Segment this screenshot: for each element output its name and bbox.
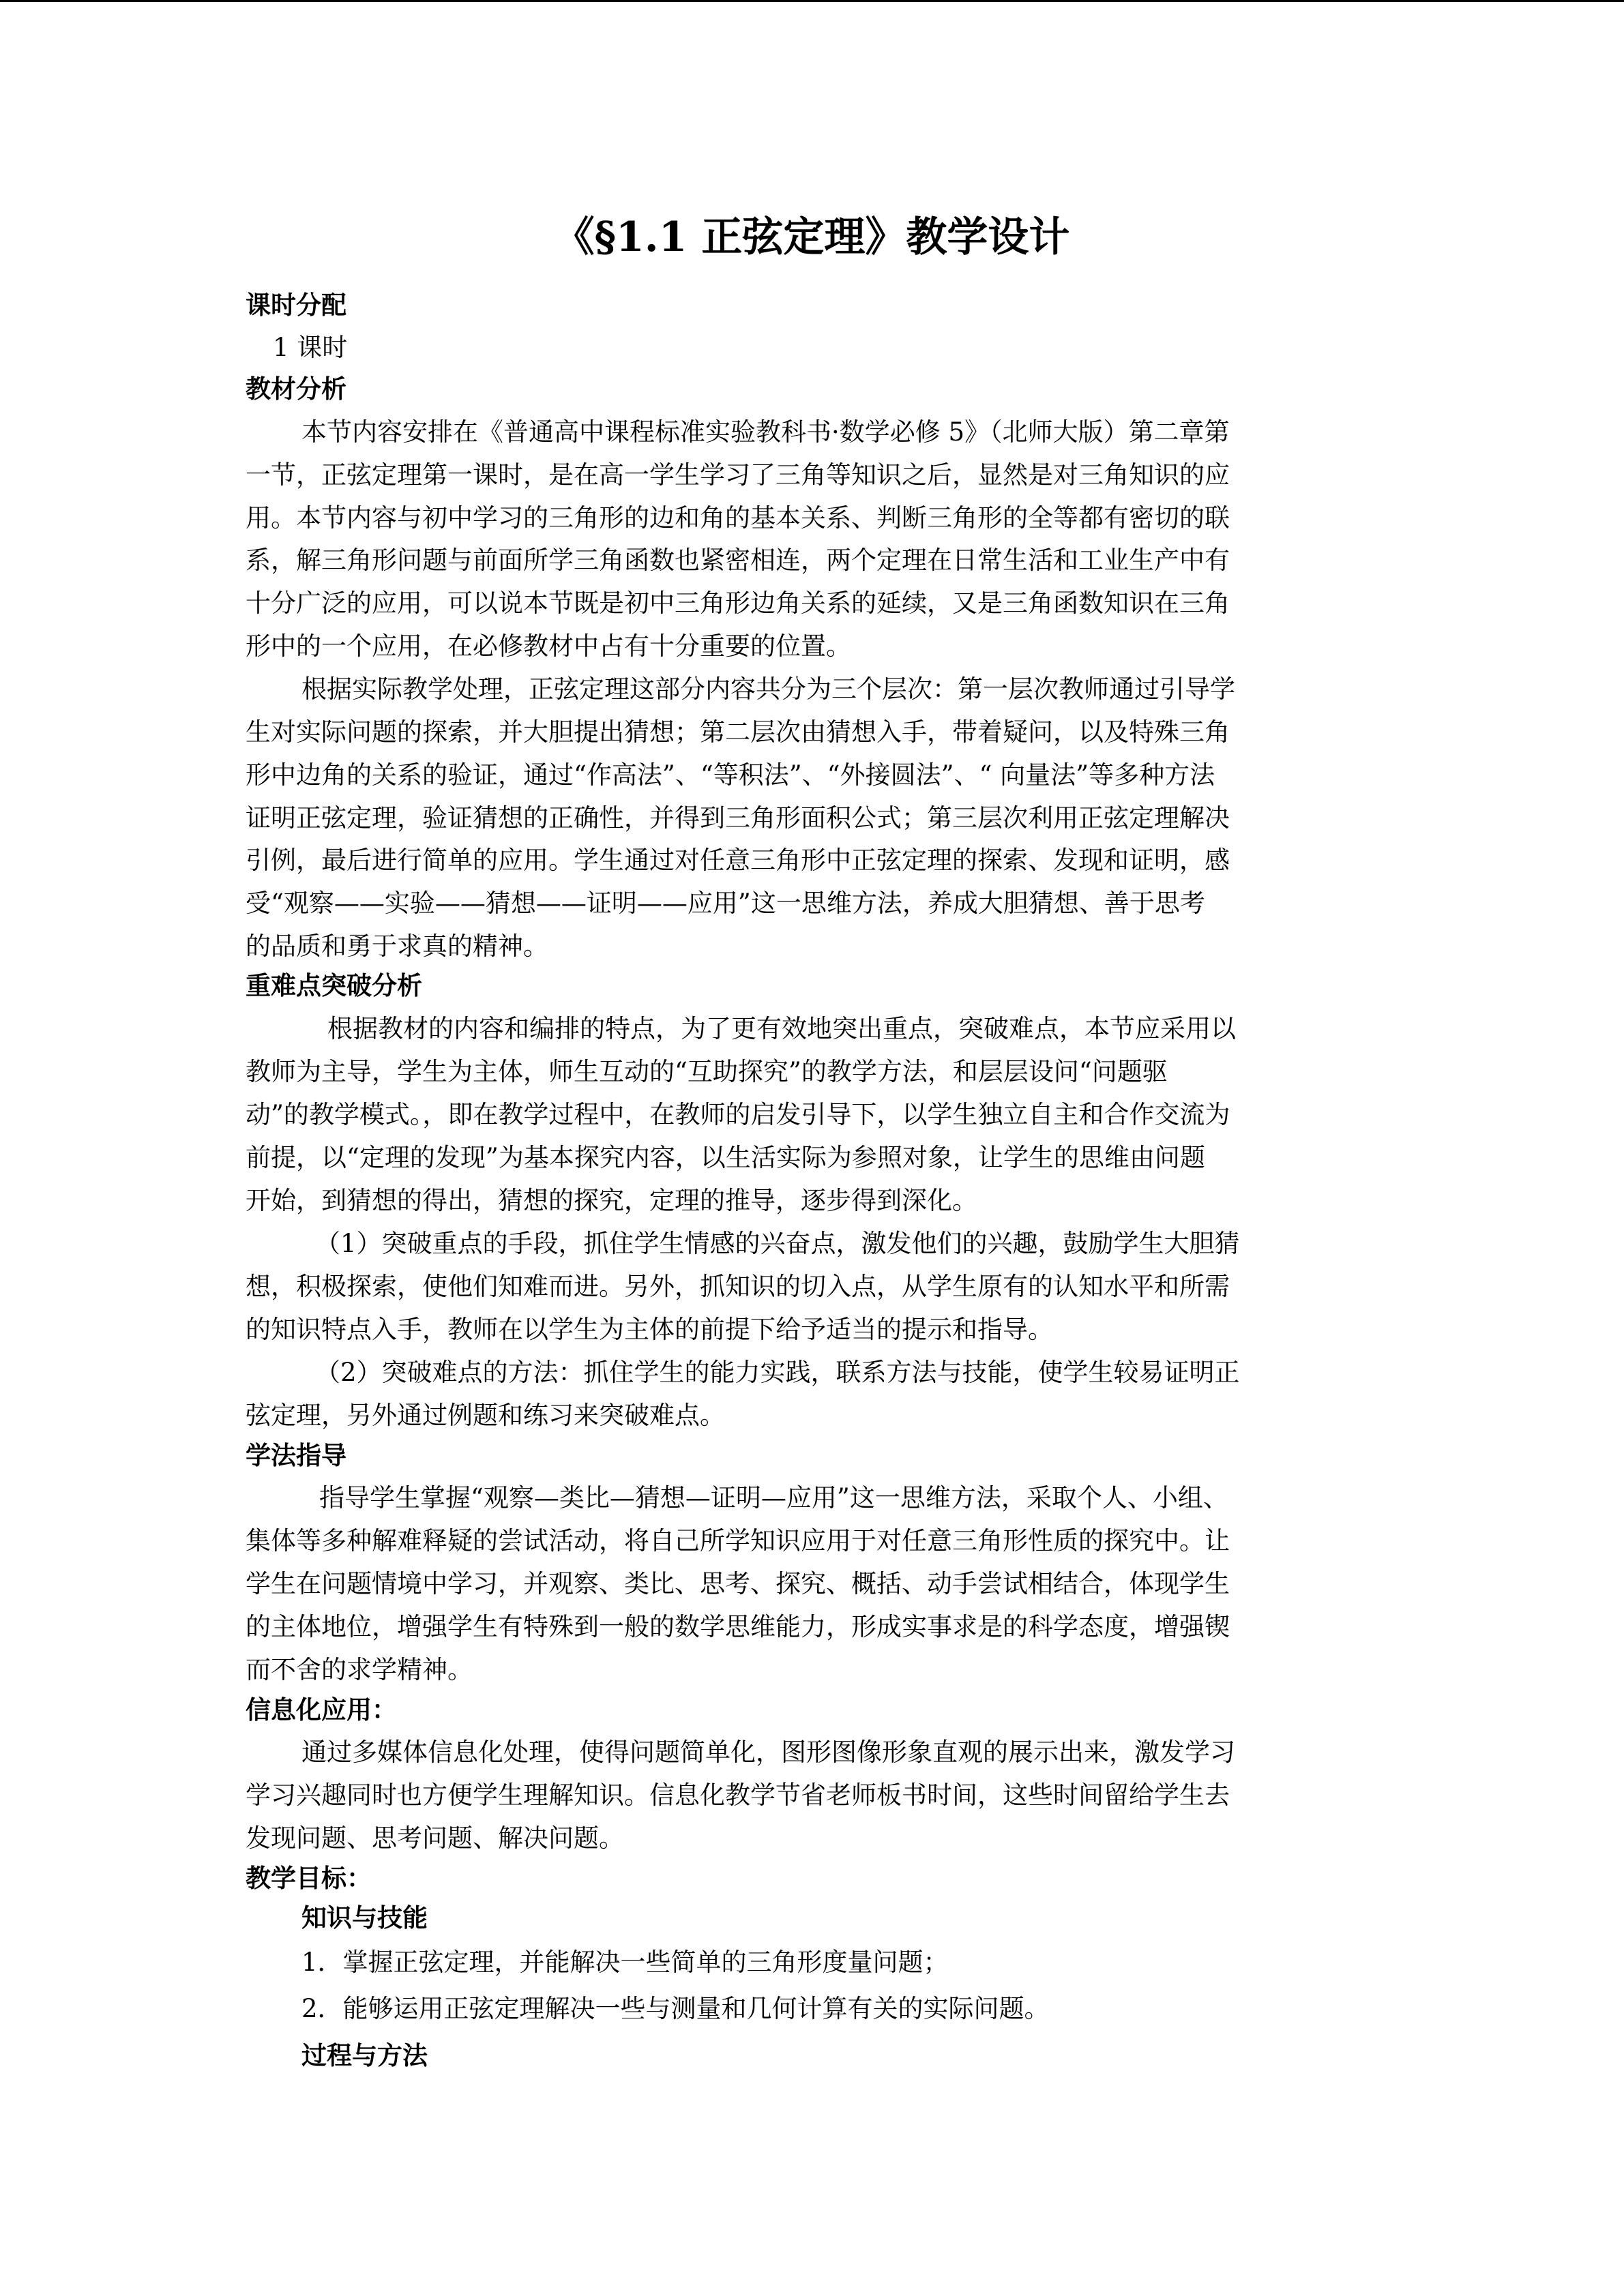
paragraph-line: 前提，以“定理的发现”为基本探究内容，以生活实际为参照对象，让学生的思维由问题	[246, 1143, 1205, 1172]
heading-mubiao: 教学目标：	[246, 1863, 372, 1893]
paragraph-line: （2）突破难点的方法：抓住学生的能力实践，联系方法与技能，使学生较易证明正	[315, 1358, 1240, 1387]
keshi-value: 1 课时	[273, 333, 348, 362]
paragraph-line: 的主体地位，增强学生有特殊到一般的数学思维能力，形成实事求是的科学态度，增强锲	[246, 1612, 1230, 1641]
paragraph-line: 根据教材的内容和编排的特点，为了更有效地突出重点，突破难点，本节应采用以	[327, 1014, 1236, 1043]
paragraph-line: 发现问题、思考问题、解决问题。	[246, 1823, 624, 1853]
paragraph-line: 学生在问题情境中学习，并观察、类比、思考、探究、概括、动手尝试相结合，体现学生	[246, 1569, 1230, 1598]
paragraph-line: 想，积极探索，使他们知难而进。另外，抓知识的切入点，从学生原有的认知水平和所需	[246, 1272, 1230, 1301]
paragraph-line: 形中的一个应用，在必修教材中占有十分重要的位置。	[246, 631, 851, 661]
heading-jiaocai: 教材分析	[246, 374, 346, 404]
paragraph-line: 十分广泛的应用，可以说本节既是初中三角形边角关系的延续，又是三角函数知识在三角	[246, 588, 1230, 618]
page-top-border	[0, 0, 1624, 2]
document-title: 《§1.1 正弦定理》教学设计	[553, 213, 1070, 261]
paragraph-line: 生对实际问题的探索，并大胆提出猜想；第二层次由猜想入手，带着疑问，以及特殊三角	[246, 717, 1230, 747]
paragraph-line: 形中边角的关系的验证，通过“作高法”、“等积法”、“外接圆法”、“ 向量法”等多种方法	[246, 760, 1215, 790]
paragraph-line: 教师为主导，学生为主体，师生互动的“互助探究”的教学方法，和层层设问“问题驱	[246, 1057, 1168, 1086]
heading-xuefa: 学法指导	[246, 1440, 346, 1470]
paragraph-line: （1）突破重点的手段，抓住学生情感的兴奋点，激发他们的兴趣，鼓励学生大胆猜	[315, 1229, 1240, 1258]
objective-item: 2．能够运用正弦定理解决一些与测量和几何计算有关的实际问题。	[301, 1994, 1050, 2023]
objective-item: 1．掌握正弦定理，并能解决一些简单的三角形度量问题；	[301, 1948, 949, 1977]
paragraph-line: 通过多媒体信息化处理，使得问题简单化，图形图像形象直观的展示出来，激发学习	[301, 1738, 1235, 1767]
paragraph-line: 一节，正弦定理第一课时，是在高一学生学习了三角等知识之后，显然是对三角知识的应	[246, 460, 1230, 490]
heading-keshi: 课时分配	[246, 290, 346, 320]
paragraph-line: 引例，最后进行简单的应用。学生通过对任意三角形中正弦定理的探索、发现和证明，感	[246, 846, 1230, 875]
paragraph-line: 受“观察——实验——猜想——证明——应用”这一思维方法，养成大胆猜想、善于思考	[246, 889, 1205, 918]
paragraph-line: 学习兴趣同时也方便学生理解知识。信息化教学节省老师板书时间，这些时间留给学生去	[246, 1780, 1230, 1810]
paragraph-line: 指导学生掌握“观察—类比—猜想—证明—应用”这一思维方法，采取个人、小组、	[319, 1483, 1228, 1512]
paragraph-line: 的品质和勇于求真的精神。	[246, 931, 548, 961]
paragraph-line: 弦定理，另外通过例题和练习来突破难点。	[246, 1401, 725, 1430]
paragraph-line: 证明正弦定理，验证猜想的正确性，并得到三角形面积公式；第三层次利用正弦定理解决	[246, 803, 1230, 833]
paragraph-line: 开始，到猜想的得出，猜想的探究，定理的推导，逐步得到深化。	[246, 1186, 977, 1215]
heading-xinxihua: 信息化应用：	[246, 1695, 397, 1725]
subheading-guocheng: 过程与方法	[301, 2040, 428, 2070]
subheading-zhishi: 知识与技能	[301, 1903, 428, 1933]
heading-zhongnandian: 重难点突破分析	[246, 970, 422, 1000]
paragraph-line: 根据实际教学处理，正弦定理这部分内容共分为三个层次：第一层次教师通过引导学	[301, 674, 1235, 704]
paragraph-line: 集体等多种解难释疑的尝试活动，将自己所学知识应用于对任意三角形性质的探究中。让	[246, 1526, 1230, 1555]
paragraph-line: 系，解三角形问题与前面所学三角函数也紧密相连，两个定理在日常生活和工业生产中有	[246, 546, 1230, 575]
paragraph-line: 本节内容安排在《普通高中课程标准实验教科书·数学必修 5》（北师大版）第二章第	[301, 417, 1230, 447]
paragraph-line: 的知识特点入手，教师在以学生为主体的前提下给予适当的提示和指导。	[246, 1315, 1053, 1344]
paragraph-line: 而不舍的求学精神。	[246, 1655, 473, 1684]
paragraph-line: 动”的教学模式。，即在教学过程中，在教师的启发引导下，以学生独立自主和合作交流为	[246, 1100, 1230, 1129]
paragraph-line: 用。本节内容与初中学习的三角形的边和角的基本关系、判断三角形的全等都有密切的联	[246, 503, 1230, 533]
